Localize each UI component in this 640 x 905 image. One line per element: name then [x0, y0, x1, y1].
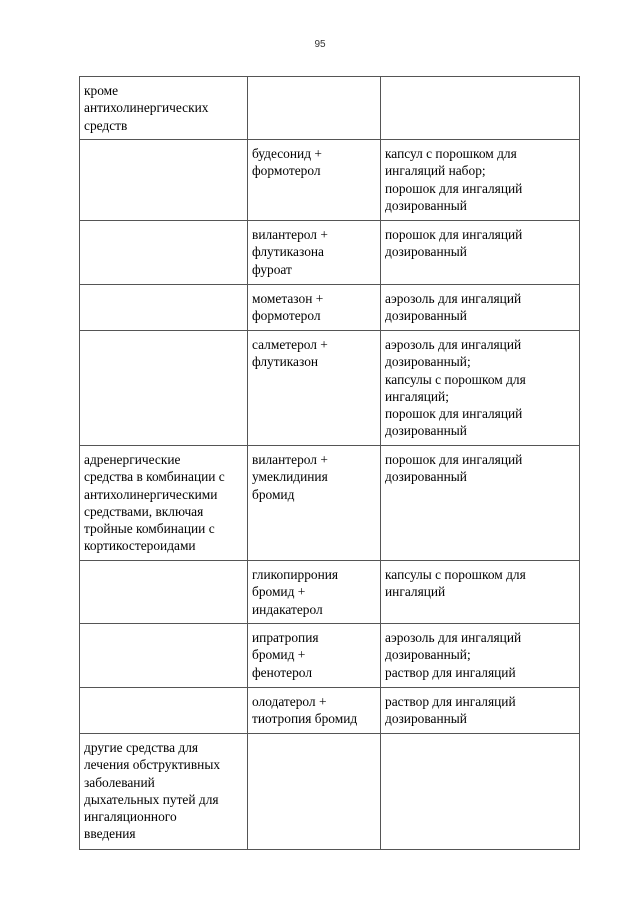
cell-line: дозированный — [385, 308, 467, 324]
table-row — [80, 561, 580, 624]
cell-line: дозированный; — [385, 354, 471, 370]
group-cell — [80, 688, 248, 734]
drug-cell — [248, 285, 381, 331]
cell-line: мометазон + — [252, 291, 324, 306]
cell-line: ингаляций набор; — [385, 163, 486, 179]
drug-cell — [248, 446, 381, 561]
group-cell — [80, 77, 248, 140]
cell-line: средств — [84, 117, 128, 133]
form-cell — [381, 221, 580, 285]
cell-line: дозированный — [385, 469, 467, 485]
cell-line: лечения обструктивных — [84, 757, 221, 773]
cell-line: бромид + — [252, 584, 306, 600]
table-row — [80, 77, 580, 140]
cell-line: порошок для ингаляций — [385, 180, 523, 196]
drug-cell — [248, 624, 381, 688]
cell-line: раствор для ингаляций — [385, 664, 516, 680]
cell-line: порошок для ингаляций — [385, 452, 523, 467]
cell-line: аэрозоль для ингаляций — [385, 630, 522, 645]
cell-line: порошок для ингаляций — [385, 406, 523, 422]
cell-line: гликопиррония — [252, 567, 339, 582]
drug-cell — [248, 561, 381, 624]
drug-cell — [248, 734, 381, 850]
cell-line: бромид — [252, 486, 295, 502]
cell-line: капсулы с порошком для — [385, 567, 526, 582]
cell-line: дозированный — [385, 711, 467, 727]
group-cell — [80, 734, 248, 850]
cell-line: раствор для ингаляций — [385, 694, 516, 709]
cell-line: олодатерол + — [252, 694, 327, 709]
cell-line: фенотерол — [252, 664, 312, 680]
cell-line: введения — [84, 826, 136, 842]
cell-line: флутиказона — [252, 244, 325, 260]
form-cell — [381, 446, 580, 561]
cell-line: порошок для ингаляций — [385, 227, 523, 242]
table-row — [80, 221, 580, 285]
form-cell — [381, 285, 580, 331]
cell-line: антихолинергических — [84, 100, 209, 116]
table-row — [80, 446, 580, 561]
cell-line: дозированный; — [385, 647, 471, 663]
drug-cell — [248, 140, 381, 221]
table-row — [80, 688, 580, 734]
drug-cell — [248, 331, 381, 446]
cell-line: тиотропия бромид — [252, 711, 358, 727]
cell-line: вилантерол + — [252, 227, 328, 242]
table-row — [80, 624, 580, 688]
cell-line: флутиказон — [252, 354, 319, 370]
cell-line: ипратропия — [252, 630, 319, 645]
cell-line: адренергические — [84, 452, 181, 467]
group-cell — [80, 561, 248, 624]
table-body — [80, 77, 580, 850]
cell-line: индакатерол — [252, 601, 323, 617]
form-cell — [381, 140, 580, 221]
cell-line: дозированный — [385, 423, 467, 439]
group-cell — [80, 221, 248, 285]
cell-line: бромид + — [252, 647, 306, 663]
cell-line: средства в комбинации с — [84, 469, 225, 485]
form-cell — [381, 561, 580, 624]
cell-line: дозированный — [385, 197, 467, 213]
group-cell — [80, 140, 248, 221]
cell-line: формотерол — [252, 308, 321, 324]
cell-line: кроме — [84, 83, 119, 98]
cell-line: салметерол + — [252, 337, 328, 352]
cell-line: ингаляционного — [84, 809, 177, 825]
table-row — [80, 285, 580, 331]
cell-line: дыхательных путей для — [84, 791, 219, 807]
cell-line: другие средства для — [84, 740, 199, 755]
group-cell — [80, 285, 248, 331]
cell-line: умеклидиния — [252, 469, 328, 485]
cell-line: заболеваний — [84, 774, 155, 790]
cell-line: антихолинергическими — [84, 486, 218, 502]
cell-line: аэрозоль для ингаляций — [385, 337, 522, 352]
group-cell — [80, 331, 248, 446]
group-cell — [80, 446, 248, 561]
table-row — [80, 140, 580, 221]
drug-cell — [248, 221, 381, 285]
page-number: 95 — [314, 39, 326, 50]
cell-line: средствами, включая — [84, 503, 204, 519]
table-row — [80, 331, 580, 446]
form-cell — [381, 734, 580, 850]
cell-line: фуроат — [252, 261, 292, 277]
cell-line: капсулы с порошком для — [385, 371, 526, 387]
drug-table — [79, 76, 580, 850]
cell-line: дозированный — [385, 244, 467, 260]
cell-line: будесонид + — [252, 146, 322, 161]
cell-line: ингаляций — [385, 584, 446, 600]
cell-line: вилантерол + — [252, 452, 328, 467]
cell-line: тройные комбинации с — [84, 521, 215, 537]
form-cell — [381, 331, 580, 446]
form-cell — [381, 77, 580, 140]
table-row — [80, 734, 580, 850]
group-cell — [80, 624, 248, 688]
drug-cell — [248, 77, 381, 140]
cell-line: капсул с порошком для — [385, 146, 517, 161]
cell-line: кортикостероидами — [84, 538, 196, 554]
form-cell — [381, 688, 580, 734]
cell-line: аэрозоль для ингаляций — [385, 291, 522, 306]
drug-cell — [248, 688, 381, 734]
form-cell — [381, 624, 580, 688]
cell-line: ингаляций; — [385, 388, 449, 404]
cell-line: формотерол — [252, 163, 321, 179]
